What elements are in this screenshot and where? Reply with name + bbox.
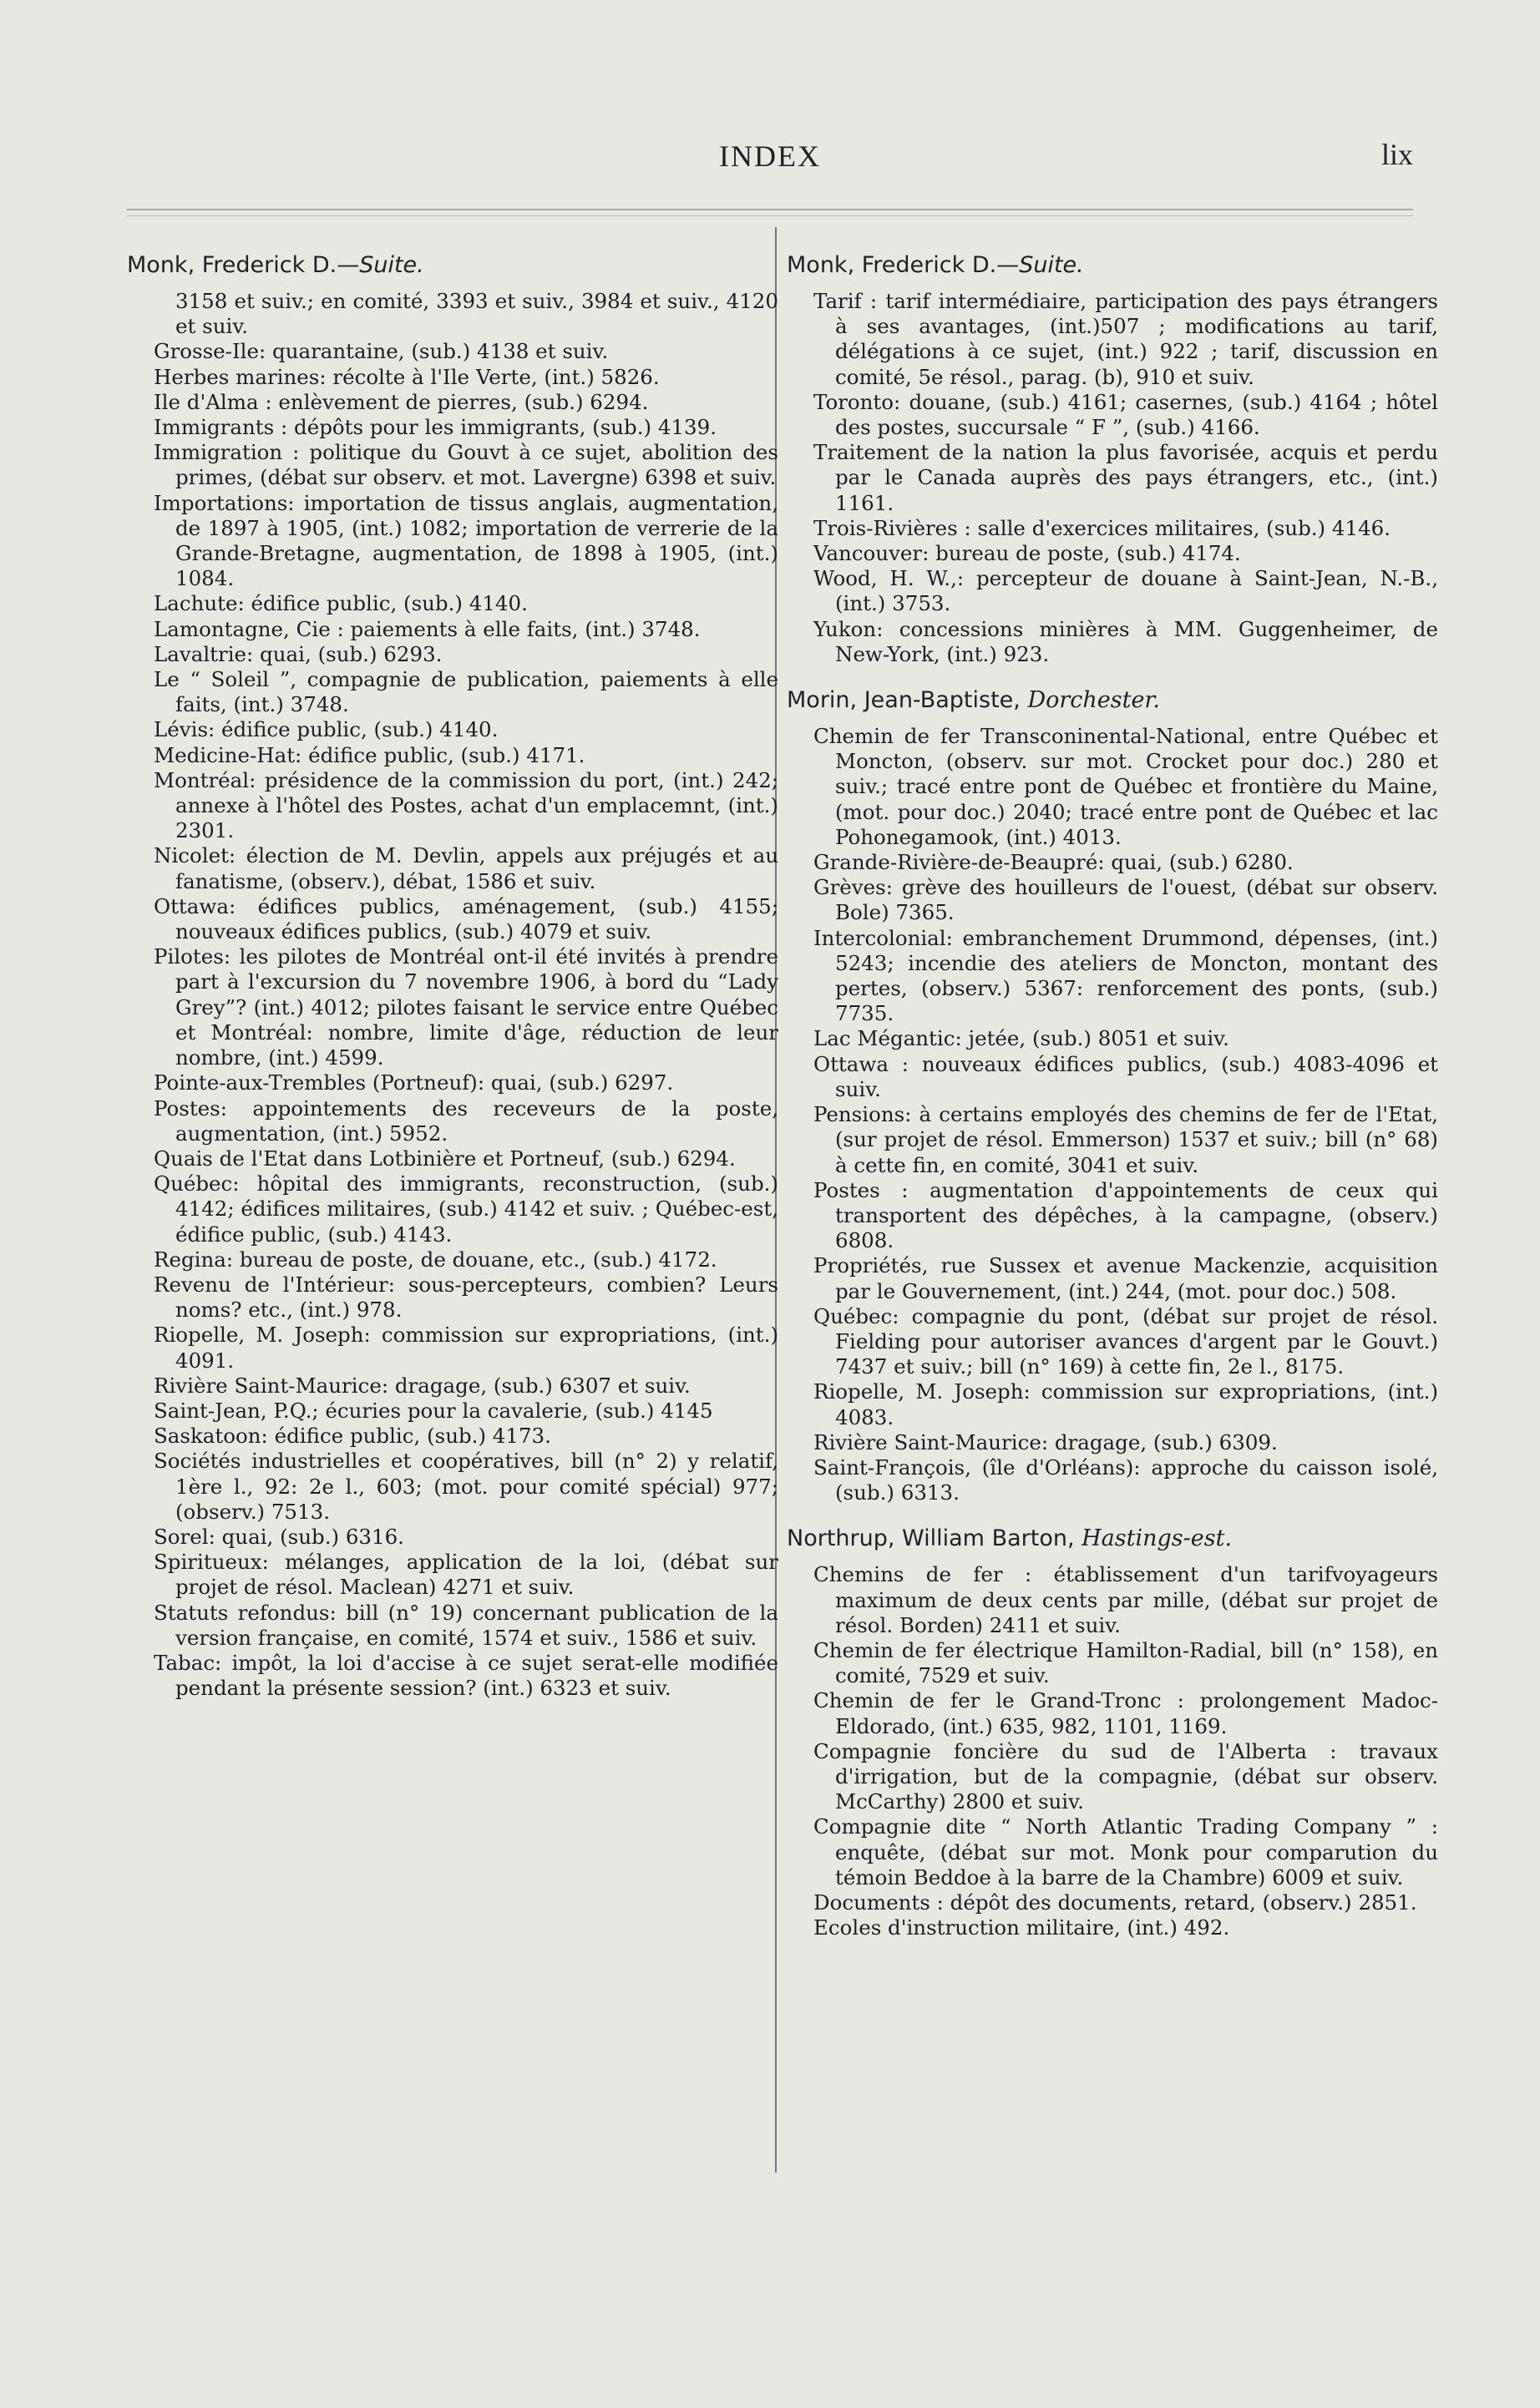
index-entry: Medicine-Hat: édifice public, (sub.) 4171. [154,742,585,767]
index-entry: Grosse-Ile: quarantaine, (sub.) 4138 et suiv. [154,339,609,364]
index-entry: Importations: importation de tissus anglais, augmentation, de 1897 à 1905, (int.) 1082; importation de verrerie de la Grande-Bretagne, augmentation, de 1898 à 1905, (int.) 1084. [154,490,778,591]
index-entry: Propriétés, rue Sussex et avenue Mackenzie, acquisition par le Gouvernement, (int.) 244, (mot. pour doc.) 508. [813,1253,1438,1303]
index-entry: Rivière Saint-Maurice: dragage, (sub.) 6309. [813,1429,1278,1454]
index-entry: Chemin de fer le Grand-Tronc : prolongement Madoc-Eldorado, (int.) 635, 982, 1101, 1169. [813,1688,1438,1738]
index-entry: Ottawa: édifices publics, aménagement, (sub.) 4155; nouveaux édifices publics, (sub.) 4079 et suiv. [154,893,778,944]
index-entry: Chemins de fer : établissement d'un tarifvoyageurs maximum de deux cents par mille, (débat sur projet de résol. Borden) 2411 et suiv. [813,1562,1438,1637]
index-entry: Lachute: édifice public, (sub.) 4140. [154,591,528,616]
index-entry: Saskatoon: édifice public, (sub.) 4173. [154,1424,551,1449]
index-entry: Trois-Rivières : salle d'exercices militaires, (sub.) 4146. [813,515,1391,540]
index-entry: Chemin de fer Transconinental-National, entre Québec et Moncton, (observ. sur mot. Crocket pour doc.) 280 et suiv.; tracé entre pont de Québec et frontière du Maine, (mot. pour doc.) 2040; tracé entre pont de Québec et lac Pohonegamook, (int.) 4013. [813,724,1438,849]
index-entry: Grèves: grève des houilleurs de l'ouest, (débat sur observ. Bole) 7365. [813,875,1438,925]
running-title: INDEX [719,139,821,173]
index-entry: Québec: compagnie du pont, (débat sur projet de résol. Fielding pour autoriser avances d'argent par le Gouvt.) 7437 et suiv.; bill (n° 169) à cette fin, 2e l., 8175. [813,1303,1438,1379]
index-entry: Herbes marines: récolte à l'Ile Verte, (int.) 5826. [154,364,660,389]
header-rule-thin [127,215,1413,216]
index-entry: Pilotes: les pilotes de Montréal ont-il été invités à prendre part à l'excursion du 7 novembre 1906, à bord du “Lady Grey”? (int.) 4012; pilotes faisant le service entre Québec et Montréal: nombre, limite d'âge, réduction de leur nombre, (int.) 4599. [154,944,778,1070]
index-entry: Compagnie foncière du sud de l'Alberta : travaux d'irrigation, but de la compagnie, (débat sur observ. McCarthy) 2800 et suiv. [813,1738,1438,1814]
member-heading [787,1524,1438,1554]
index-entry: Intercolonial: embranchement Drummond, dépenses, (int.) 5243; incendie des ateliers de Moncton, montant des pertes, (observ.) 5367: renforcement des ponts, (sub.) 7735. [813,925,1438,1026]
member-name: Monk, Frederick D. [127,252,337,278]
index-entry-list [787,1562,1438,1940]
index-entry: Lamontagne, Cie : paiements à elle faits, (int.) 3748. [154,616,701,641]
member-heading [127,250,778,281]
index-entry: Saint-François, (île d'Orléans): approche du caisson isolé, (sub.) 6313. [813,1454,1438,1505]
index-entry: Sorel: quai, (sub.) 6316. [154,1524,404,1549]
right-column [787,250,1438,1940]
index-entry: Immigration : politique du Gouvt à ce sujet, abolition des primes, (débat sur observ. et mot. Lavergne) 6398 et suiv. [154,440,778,490]
index-entry: Spiritueux: mélanges, application de la loi, (débat sur projet de résol. Maclean) 4271 et suiv. [154,1550,778,1600]
riding-name: Dorchester. [1027,687,1160,714]
index-entry: Montréal: présidence de la commission du port, (int.) 242; annexe à l'hôtel des Postes, achat d'un emplacemnt, (int.) 2301. [154,767,778,843]
member-name: Morin, Jean-Baptiste, [787,687,1021,714]
member-name: Northrup, William Barton, [787,1525,1075,1552]
left-column [127,250,778,1701]
index-entry: Lavaltrie: quai, (sub.) 6293. [154,641,443,666]
index-entry-list [787,724,1438,1505]
index-entry: Wood, H. W.,: percepteur de douane à Saint-Jean, N.-B., (int.) 3753. [813,566,1438,616]
index-entry: Ecoles d'instruction militaire, (int.) 492. [813,1915,1230,1940]
index-entry: Nicolet: élection de M. Devlin, appels aux préjugés et au fanatisme, (observ.), débat, 1586 et suiv. [154,843,778,893]
index-entry: Pointe-aux-Trembles (Portneuf): quai, (sub.) 6297. [154,1070,674,1095]
index-entry: Ottawa : nouveaux édifices publics, (sub.) 4083-4096 et suiv. [813,1051,1438,1101]
index-entry: Saint-Jean, P.Q.; écuries pour la cavalerie, (sub.) 4145 [154,1398,713,1423]
suite-label: —Suite. [996,252,1084,278]
index-entry: Ile d'Alma : enlèvement de pierres, (sub.) 6294. [154,389,649,414]
index-entry: Québec: hôpital des immigrants, reconstruction, (sub.) 4142; édifices militaires, (sub.) 4142 et suiv. ; Québec-est, édifice public, (sub.) 4143. [154,1171,778,1247]
index-entry: Lac Mégantic: jetée, (sub.) 8051 et suiv. [813,1026,1229,1051]
index-entry: Tarif : tarif intermédiaire, participation des pays étrangers à ses avantages, (int.)507 ; modifications au tarif, délégations à ce sujet, (int.) 922 ; tarif, discussion en comité, 5e résol., parag. (b), 910 et suiv. [813,289,1438,389]
index-entry: Tabac: impôt, la loi d'accise à ce sujet serat-elle modifiée pendant la présente session? (int.) 6323 et suiv. [154,1650,778,1701]
index-entry: Sociétés industrielles et coopératives, bill (n° 2) y relatif, 1ère l., 92: 2e l., 603; (mot. pour comité spécial) 977; (observ.) 7513. [154,1449,778,1524]
index-entry: Immigrants : dépôts pour les immigrants, (sub.) 4139. [154,415,717,440]
index-entry: Statuts refondus: bill (n° 19) concernant publication de la version française, en comité, 1574 et suiv., 1586 et suiv. [154,1600,778,1650]
index-entry: Regina: bureau de poste, de douane, etc., (sub.) 4172. [154,1247,717,1272]
index-entry: Traitement de la nation la plus favorisée, acquis et perdu par le Canada auprès des pays étrangers, etc., (int.) 1161. [813,440,1438,515]
index-entry: Riopelle, M. Joseph: commission sur expropriations, (int.) 4091. [154,1323,778,1373]
index-entry: Vancouver: bureau de poste, (sub.) 4174. [813,541,1241,566]
index-entry: 3158 et suiv.; en comité, 3393 et suiv., 3984 et suiv., 4120 et suiv. [175,289,778,339]
section-spacer [787,1505,1438,1524]
section-spacer [787,667,1438,685]
index-entry-list [787,289,1438,667]
member-name: Monk, Frederick D. [787,252,997,278]
riding-name: Hastings-est. [1082,1525,1233,1552]
page-number: lix [1380,138,1413,171]
index-entry: Rivière Saint-Maurice: dragage, (sub.) 6307 et suiv. [154,1373,691,1398]
header-rule [127,209,1413,210]
index-entry: Riopelle, M. Joseph: commission sur expropriations, (int.) 4083. [813,1379,1438,1429]
index-entry: Yukon: concessions minières à MM. Guggenheimer, de New-York, (int.) 923. [813,616,1438,666]
index-entry: Postes : augmentation d'appointements de ceux qui transportent des dépêches, à la campagne, (observ.) 6808. [813,1177,1438,1253]
index-entry: Postes: appointements des receveurs de la poste, augmentation, (int.) 5952. [154,1095,778,1146]
index-entry: Toronto: douane, (sub.) 4161; casernes, (sub.) 4164 ; hôtel des postes, succursale “ F ”, (sub.) 4166. [813,389,1438,440]
index-entry: Quais de l'Etat dans Lotbinière et Portneuf, (sub.) 6294. [154,1146,736,1171]
index-entry: Documents : dépôt des documents, retard, (observ.) 2851. [813,1889,1417,1915]
index-entry: Chemin de fer électrique Hamilton-Radial, bill (n° 158), en comité, 7529 et suiv. [813,1637,1438,1688]
index-entry: Lévis: édifice public, (sub.) 4140. [154,717,499,742]
index-entry: Pensions: à certains employés des chemins de fer de l'Etat, (sur projet de résol. Emmerson) 1537 et suiv.; bill (n° 68) à cette fin, en comité, 3041 et suiv. [813,1102,1438,1177]
index-entry: Compagnie dite “ North Atlantic Trading Company ” : enquête, (débat sur mot. Monk pour comparution du témoin Beddoe à la barre de la Chambre) 6009 et suiv. [813,1814,1438,1889]
member-heading [787,250,1438,281]
index-entry-list [127,289,778,1701]
index-entry: Grande-Rivière-de-Beaupré: quai, (sub.) 6280. [813,850,1294,875]
index-entry: Le “ Soleil ”, compagnie de publication, paiements à elle faits, (int.) 3748. [154,667,778,717]
member-heading [787,685,1438,716]
suite-label: —Suite. [337,252,424,278]
index-entry: Revenu de l'Intérieur: sous-percepteurs, combien? Leurs noms? etc., (int.) 978. [154,1272,778,1323]
